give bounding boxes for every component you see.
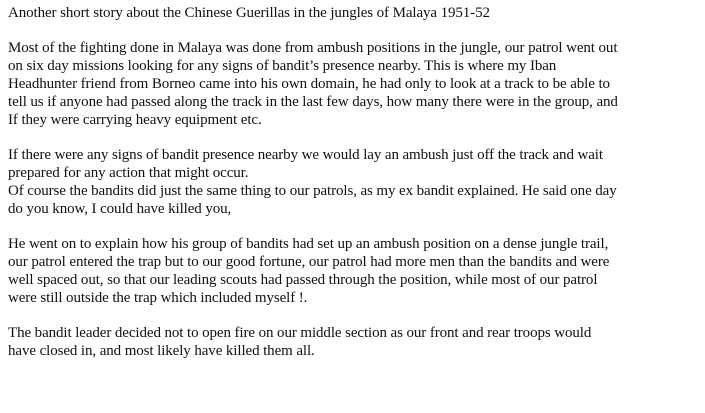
- text-line: well spaced out, so that our leading scouts had passed through the position, while most of our patrol: [8, 272, 598, 288]
- document-title: Another short story about the Chinese Guerillas in the jungles of Malaya 1951-52: [8, 5, 490, 21]
- paragraph-4: [8, 324, 705, 360]
- text-line: If they were carrying heavy equipment etc.: [8, 112, 262, 128]
- text-line: Of course the bandits did just the same thing to our patrols, as my ex bandit explained. He said one day: [8, 183, 617, 199]
- paragraph-2: [8, 146, 705, 218]
- text-line: Most of the fighting done in Malaya was done from ambush positions in the jungle, our patrol went out: [8, 40, 618, 56]
- paragraph-gap: [8, 307, 705, 324]
- paragraph-1: [8, 39, 705, 129]
- text-line: Headhunter friend from Borneo came into his own domain, he had only to look at a track to be able to: [8, 76, 610, 92]
- paragraph-gap: [8, 218, 705, 235]
- text-line: have closed in, and most likely have killed them all.: [8, 343, 315, 359]
- text-line: our patrol entered the trap but to our good fortune, our patrol had more men than the bandits and were: [8, 254, 610, 270]
- text-line: prepared for any action that might occur.: [8, 165, 249, 181]
- text-line: on six day missions looking for any signs of bandit’s presence nearby. This is where my Iban: [8, 58, 557, 74]
- paragraph-3: [8, 235, 705, 307]
- text-line: If there were any signs of bandit presence nearby we would lay an ambush just off the track and wait: [8, 147, 603, 163]
- text-line: were still outside the trap which included myself !.: [8, 290, 308, 306]
- paragraph-gap: [8, 129, 705, 146]
- text-line: do you know, I could have killed you,: [8, 201, 232, 217]
- document-page: [8, 4, 705, 360]
- text-line: tell us if anyone had passed along the track in the last few days, how many there were in the group, and: [8, 94, 618, 110]
- text-line: He went on to explain how his group of bandits had set up an ambush position on a dense jungle trail,: [8, 236, 609, 252]
- text-line: The bandit leader decided not to open fire on our middle section as our front and rear troops would: [8, 325, 592, 341]
